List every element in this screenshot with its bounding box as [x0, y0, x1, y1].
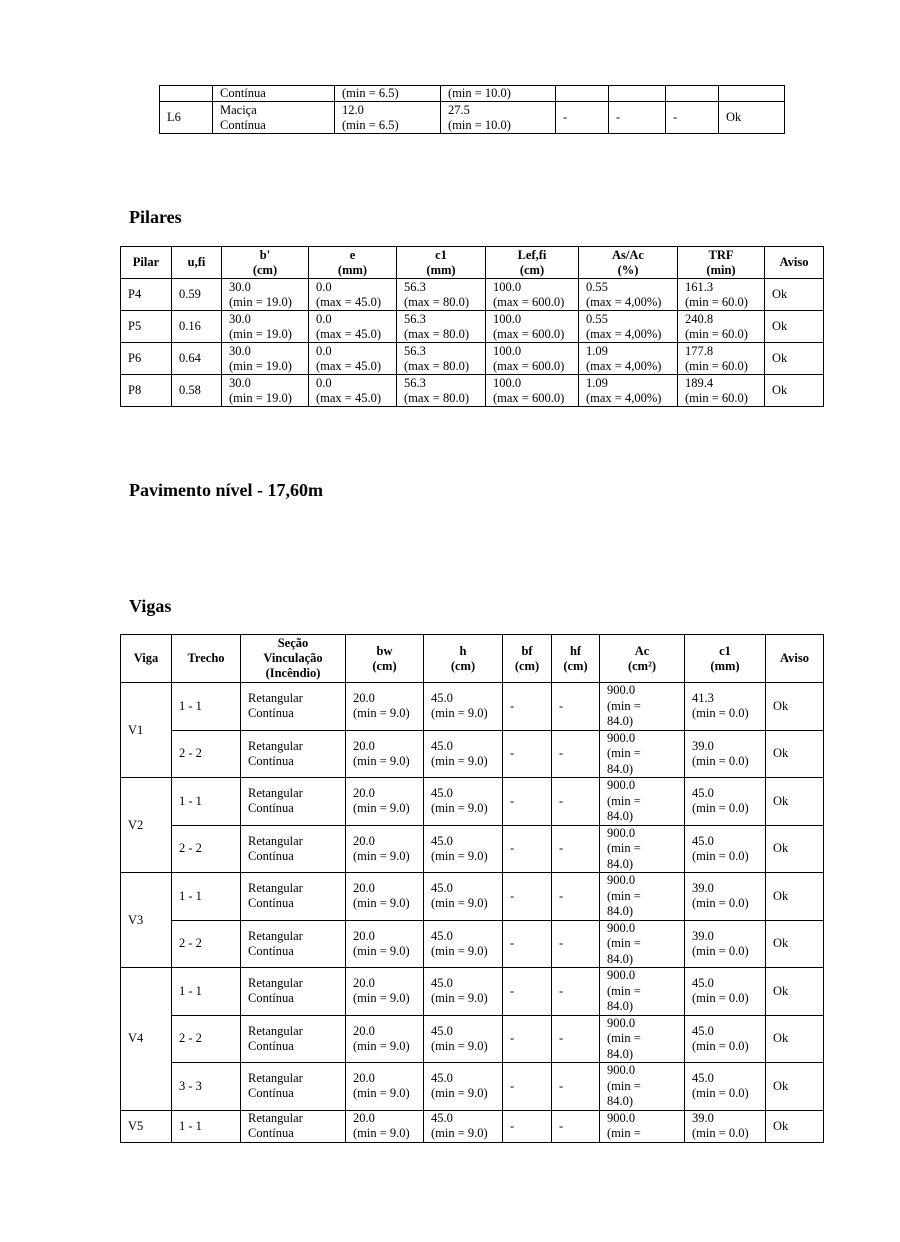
table-cell: 0.0 (max = 45.0): [309, 375, 397, 407]
table-cell: 1.09 (max = 4,00%): [579, 375, 678, 407]
table-cell: 20.0 (min = 9.0): [346, 730, 424, 778]
column-header: Ac (cm²): [600, 635, 685, 683]
viga-cell: V2: [121, 778, 172, 873]
table-cell: Retangular Contínua: [241, 920, 346, 968]
table-cell: 45.0 (min = 9.0): [424, 730, 503, 778]
table-cell: (min = 10.0): [441, 86, 556, 102]
table-cell: Maciça Contínua: [213, 102, 335, 134]
table-cell: 0.59: [172, 279, 222, 311]
table-cell: 20.0 (min = 9.0): [346, 873, 424, 921]
table-cell: -: [552, 825, 600, 873]
column-header: Aviso: [765, 247, 824, 279]
table-cell: 900.0 (min =: [600, 1110, 685, 1142]
table-cell: 100.0 (max = 600.0): [486, 375, 579, 407]
table-cell: Ok: [766, 920, 824, 968]
table-cell: Retangular Contínua: [241, 778, 346, 826]
column-header: Viga: [121, 635, 172, 683]
table-cell: 56.3 (max = 80.0): [397, 311, 486, 343]
table-cell: 39.0 (min = 0.0): [685, 873, 766, 921]
table-cell: 45.0 (min = 0.0): [685, 825, 766, 873]
viga-cell: V3: [121, 873, 172, 968]
table-cell: -: [609, 102, 666, 134]
table-cell: Retangular Contínua: [241, 1110, 346, 1142]
table-cell: 27.5 (min = 10.0): [441, 102, 556, 134]
table-cell: Ok: [719, 102, 785, 134]
table-cell: Retangular Contínua: [241, 873, 346, 921]
table-cell: 900.0 (min = 84.0): [600, 920, 685, 968]
lajes-table: [159, 85, 785, 134]
table-cell: -: [503, 920, 552, 968]
table-row: [121, 683, 824, 731]
table-cell: -: [503, 1063, 552, 1111]
table-cell: 900.0 (min = 84.0): [600, 683, 685, 731]
table-header-row: [121, 247, 824, 279]
column-header: bf (cm): [503, 635, 552, 683]
table-row: [121, 1110, 824, 1142]
table-cell: -: [552, 778, 600, 826]
table-cell: 45.0 (min = 9.0): [424, 683, 503, 731]
table-cell: Retangular Contínua: [241, 825, 346, 873]
table-cell: Retangular Contínua: [241, 1015, 346, 1063]
table-cell: 0.55 (max = 4,00%): [579, 311, 678, 343]
table-cell: 2 - 2: [172, 1015, 241, 1063]
table-cell: -: [552, 1063, 600, 1111]
table-cell: 20.0 (min = 9.0): [346, 778, 424, 826]
table-cell: 45.0 (min = 9.0): [424, 1063, 503, 1111]
table-cell: 2 - 2: [172, 920, 241, 968]
column-header: b' (cm): [222, 247, 309, 279]
table-cell: 900.0 (min = 84.0): [600, 825, 685, 873]
table-row: [121, 1015, 824, 1063]
table-cell: 20.0 (min = 9.0): [346, 1063, 424, 1111]
table-row: [160, 86, 785, 102]
column-header: u,fi: [172, 247, 222, 279]
table-cell: 45.0 (min = 9.0): [424, 968, 503, 1016]
table-cell: Ok: [766, 873, 824, 921]
table-cell: Ok: [765, 279, 824, 311]
table-cell: 161.3 (min = 60.0): [678, 279, 765, 311]
table-cell: 45.0 (min = 9.0): [424, 873, 503, 921]
table-cell: 20.0 (min = 9.0): [346, 1110, 424, 1142]
table-cell: -: [552, 1015, 600, 1063]
vigas-table: [120, 634, 824, 1143]
table-cell: 56.3 (max = 80.0): [397, 375, 486, 407]
table-cell: 20.0 (min = 9.0): [346, 825, 424, 873]
viga-cell: V5: [121, 1110, 172, 1142]
table-row: [121, 873, 824, 921]
table-cell: 0.0 (max = 45.0): [309, 343, 397, 375]
table-cell: Ok: [766, 683, 824, 731]
table-cell: Ok: [766, 968, 824, 1016]
table-cell: L6: [160, 102, 213, 134]
table-cell: 1 - 1: [172, 683, 241, 731]
table-cell: Retangular Contínua: [241, 968, 346, 1016]
table-cell: 1 - 1: [172, 968, 241, 1016]
table-cell: -: [556, 102, 609, 134]
table-row: [121, 311, 824, 343]
table-row: [121, 968, 824, 1016]
table-cell: 1 - 1: [172, 1110, 241, 1142]
table-cell: 1 - 1: [172, 778, 241, 826]
table-cell: -: [503, 873, 552, 921]
table-cell: P8: [121, 375, 172, 407]
table-cell: 45.0 (min = 0.0): [685, 1063, 766, 1111]
table-cell: Ok: [766, 825, 824, 873]
table-cell: 0.16: [172, 311, 222, 343]
table-cell: 39.0 (min = 0.0): [685, 1110, 766, 1142]
column-header: Lef,fi (cm): [486, 247, 579, 279]
table-row: [121, 778, 824, 826]
table-cell: 30.0 (min = 19.0): [222, 279, 309, 311]
table-cell: -: [552, 1110, 600, 1142]
table-row: [121, 825, 824, 873]
table-cell: 0.0 (max = 45.0): [309, 311, 397, 343]
table-cell: 12.0 (min = 6.5): [335, 102, 441, 134]
table-cell: -: [503, 730, 552, 778]
table-cell: Ok: [765, 343, 824, 375]
table-cell: 45.0 (min = 9.0): [424, 825, 503, 873]
table-cell: 20.0 (min = 9.0): [346, 968, 424, 1016]
column-header: Aviso: [766, 635, 824, 683]
table-cell: -: [503, 825, 552, 873]
table-cell: 2 - 2: [172, 730, 241, 778]
table-cell: 41.3 (min = 0.0): [685, 683, 766, 731]
pavimento-heading: Pavimento nível - 17,60m: [129, 480, 323, 500]
table-cell: 45.0 (min = 0.0): [685, 778, 766, 826]
table-row: [121, 375, 824, 407]
table-cell: 0.64: [172, 343, 222, 375]
table-cell: (min = 6.5): [335, 86, 441, 102]
vigas-heading: Vigas: [129, 596, 172, 616]
table-cell: [719, 86, 785, 102]
table-cell: -: [552, 730, 600, 778]
column-header: TRF (min): [678, 247, 765, 279]
table-cell: -: [666, 102, 719, 134]
column-header: bw (cm): [346, 635, 424, 683]
table-cell: 39.0 (min = 0.0): [685, 730, 766, 778]
table-cell: 0.58: [172, 375, 222, 407]
table-cell: 1 - 1: [172, 873, 241, 921]
table-cell: P4: [121, 279, 172, 311]
table-cell: P5: [121, 311, 172, 343]
table-cell: Ok: [766, 730, 824, 778]
table-cell: 900.0 (min = 84.0): [600, 1015, 685, 1063]
pilares-heading: Pilares: [129, 207, 182, 227]
table-cell: 45.0 (min = 0.0): [685, 1015, 766, 1063]
table-cell: 30.0 (min = 19.0): [222, 311, 309, 343]
table-cell: 900.0 (min = 84.0): [600, 873, 685, 921]
table-cell: [666, 86, 719, 102]
table-cell: [609, 86, 666, 102]
table-cell: -: [503, 683, 552, 731]
table-cell: Ok: [766, 1110, 824, 1142]
table-cell: Ok: [766, 778, 824, 826]
table-row: [121, 1063, 824, 1111]
column-header: h (cm): [424, 635, 503, 683]
table-cell: Retangular Contínua: [241, 730, 346, 778]
column-header: Pilar: [121, 247, 172, 279]
table-cell: 20.0 (min = 9.0): [346, 683, 424, 731]
table-cell: -: [503, 1110, 552, 1142]
table-cell: -: [503, 1015, 552, 1063]
table-cell: [160, 86, 213, 102]
table-cell: 20.0 (min = 9.0): [346, 1015, 424, 1063]
table-cell: 900.0 (min = 84.0): [600, 778, 685, 826]
table-row: [121, 920, 824, 968]
table-cell: 2 - 2: [172, 825, 241, 873]
table-cell: Ok: [766, 1063, 824, 1111]
table-cell: 30.0 (min = 19.0): [222, 343, 309, 375]
table-cell: -: [552, 683, 600, 731]
table-cell: P6: [121, 343, 172, 375]
table-cell: 39.0 (min = 0.0): [685, 920, 766, 968]
table-row: [160, 102, 785, 134]
table-cell: Ok: [766, 1015, 824, 1063]
table-cell: 3 - 3: [172, 1063, 241, 1111]
column-header: e (mm): [309, 247, 397, 279]
pilares-table: [120, 246, 824, 407]
table-cell: 900.0 (min = 84.0): [600, 730, 685, 778]
column-header: c1 (mm): [397, 247, 486, 279]
table-cell: 177.8 (min = 60.0): [678, 343, 765, 375]
table-cell: -: [552, 968, 600, 1016]
table-cell: 20.0 (min = 9.0): [346, 920, 424, 968]
table-cell: 900.0 (min = 84.0): [600, 1063, 685, 1111]
table-cell: Contínua: [213, 86, 335, 102]
table-cell: 0.55 (max = 4,00%): [579, 279, 678, 311]
table-cell: 1.09 (max = 4,00%): [579, 343, 678, 375]
column-header: c1 (mm): [685, 635, 766, 683]
table-cell: 100.0 (max = 600.0): [486, 343, 579, 375]
viga-cell: V4: [121, 968, 172, 1111]
column-header: Seção Vinculação (Incêndio): [241, 635, 346, 683]
table-cell: 189.4 (min = 60.0): [678, 375, 765, 407]
table-cell: 45.0 (min = 9.0): [424, 1110, 503, 1142]
table-cell: 45.0 (min = 9.0): [424, 1015, 503, 1063]
table-cell: Retangular Contínua: [241, 683, 346, 731]
table-cell: 240.8 (min = 60.0): [678, 311, 765, 343]
table-header-row: [121, 635, 824, 683]
table-cell: -: [503, 778, 552, 826]
column-header: As/Ac (%): [579, 247, 678, 279]
table-cell: 900.0 (min = 84.0): [600, 968, 685, 1016]
viga-cell: V1: [121, 683, 172, 778]
table-cell: 56.3 (max = 80.0): [397, 279, 486, 311]
table-row: [121, 730, 824, 778]
table-cell: Ok: [765, 311, 824, 343]
column-header: hf (cm): [552, 635, 600, 683]
table-cell: -: [552, 920, 600, 968]
table-cell: -: [503, 968, 552, 1016]
table-cell: Retangular Contínua: [241, 1063, 346, 1111]
table-cell: 45.0 (min = 9.0): [424, 778, 503, 826]
table-row: [121, 343, 824, 375]
table-cell: 100.0 (max = 600.0): [486, 279, 579, 311]
table-cell: Ok: [765, 375, 824, 407]
table-cell: 45.0 (min = 0.0): [685, 968, 766, 1016]
table-cell: 45.0 (min = 9.0): [424, 920, 503, 968]
column-header: Trecho: [172, 635, 241, 683]
table-cell: 0.0 (max = 45.0): [309, 279, 397, 311]
table-cell: 56.3 (max = 80.0): [397, 343, 486, 375]
table-cell: 30.0 (min = 19.0): [222, 375, 309, 407]
table-cell: -: [552, 873, 600, 921]
table-row: [121, 279, 824, 311]
table-cell: [556, 86, 609, 102]
table-cell: 100.0 (max = 600.0): [486, 311, 579, 343]
